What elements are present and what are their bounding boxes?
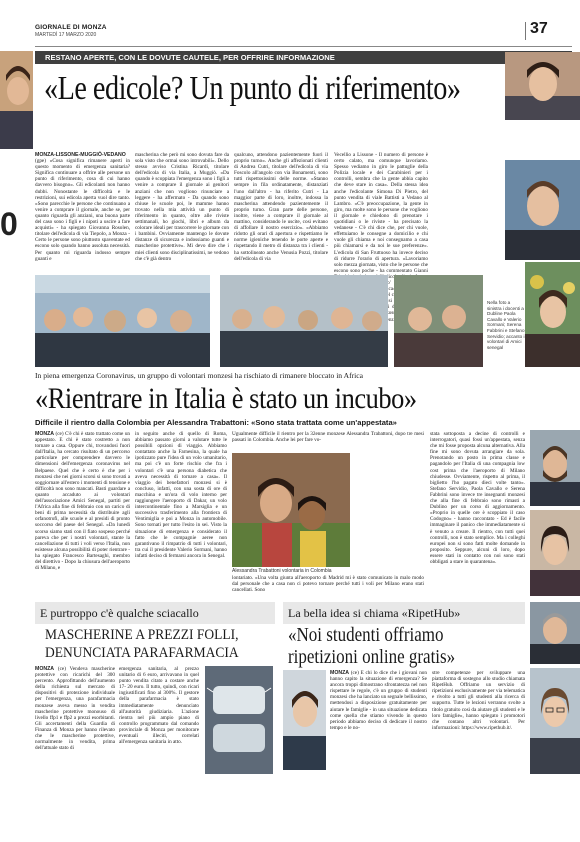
header-date: MARTEDÌ 17 MARZO 2020 xyxy=(35,32,97,38)
story4-column-1-text: (ce) E chi lo dice che i giovani non hanno capito la situazione di emergenza? Se ancora troppi dimostrano sfrontatezza nel non rispettare le regole, c'è un gruppo di studenti monzesi che ha lanciato un segnale bellissimo, mettendosi a disposizione gratuitamente per aiutare le famiglie - in una situazione dedicata come quella che stiamo vivendo in questo periodo abbiamo deciso di dedicare il nostro tempo e le no- xyxy=(330,670,427,731)
story1-column-3: qualcuno, attendono pazientemente fuori il proprio turno». Anche gli affezionati clienti di Andrea Cutri, titolare dell'edicola di via Foscolo all'angolo con via Bonamenti, sono tutti rispettosissimi delle norme. «Stanno sempre in fila ordinatamente, distanziati l'uno dall'altro - ha riferito Cutri - La maggior parte di loro, inoltre, indossa la mascherina attendendo pazientemente il proprio turno. Gran parte delle persone, inoltre, viene a comprare il giornale al mattino, considerando le uscite, così evitano di affollare il nostro esercizio». «Abbiamo ridotto gli orari di apertura e rispettiamo le norme igieniche tenendo le porte aperte e rispettando il metro di distanza tra i clienti - ha sottolineato anche Venusia Pozzi, titolare dell'edicola di via xyxy=(234,152,328,262)
masthead: GIORNALE DI MONZA xyxy=(35,24,107,31)
story1-location: MONZA-LISSONE-MUGGIÒ-VEDANO xyxy=(35,152,126,158)
trabattoni-colombia-photo xyxy=(232,453,350,567)
portrait-photo-woman-glasses xyxy=(530,668,580,774)
story3-column-1 xyxy=(35,666,115,774)
story3-headline-line2: DENUNCIATA PARAFARMACIA xyxy=(45,645,239,661)
story2-column-2: in seguito anche di quello di Roma, abbiamo passato giorni a valutare tutte le possibili opzioni di viaggio. Abbiamo contattato anche la Farnesina, la quale ha ipotizzato pure l'idea di un volo umanitario, ma poi c'è un forte rischio che fra i volontari c'è una persona diabetica che aveva necessità di tornare a casa». Il viaggio dei benefattori monzesi si è concluso, infatti, con una sosta di ore di macchina e un'ora di volo interno per raggiungere l'aeroporto di Dakar, un volo intercontinentale fino a Marsiglia e un successivo trasferimento alla frontiera di Ventimiglia e poi a Monza in automobile. Sono tornati per tutto l'esito in sei. Visto la situazione di emergenza e considerato il fatto che le compagnie aeree non garantivano il rimpatrio di tutti i volontari, tra cui il presidente Valerio Sormani, hanno infatti deciso di fermarsi ancora in Senegal. xyxy=(135,431,227,559)
story2-column-1-text: (ce) C'è chi è stato trattato come un appestato. E chi è stato costretto a non tornare a casa. Oppure chi, trovandosi fuori dall'Italia, ha cercato risultato di un percorso particolare per comprendere davvero le dimensioni dell'emergenza coronavirus nel Belpaese. Quel che è certo è che per i monzesi che nei giorni scorsi si sono trovati a soggiornare all'estero i momenti di tensione e difficoltà non sono mancati. Basti guardare a quanto accaduto ai volontari dell'associazione Amici Senegal, partiti per l'Africa alla fine di febbraio con un carico di beni di prima necessità da distribuire agli orfanotrofi, alle scuole e al presidi di pronto soccorso del paese del Senegal. «Da lunedì scorso siamo stati con il fiato sospeso perché pareva che per i nostri volontari, stante la cancellazione di tutti i voli verso l'Italia, non esistesse alcuna possibilità di poter rientrare - ha spiegato Francesco Bartesaghi, membro del direttivo - Dopo la chiusura dell'aeroporto di Milano, e xyxy=(35,431,131,572)
story2-column-4: stata sottoposta a decine di controlli e interrogatori, quasi fossi un'appestata, senza che mi fosse proposta alcuna alternativa. Alla fine mi sono dovuta arrangiare da sola. Prenotando un posto in prima classe e pagandolo per l'Italia di una compagnia low cost prima che l'aeroporto di Milano chiudesse. Ovviamente, rispetto al prima, il biglietto l'ho pagato dieci volte tanto». Stefano Servidio, Paola Cavallo e Serena Fabbrini sono invece tre insegnanti monzesi che alla fine di febbraio sono rimasti a Dublino per un corso di aggiornamento. «Proprio in quelle ore è scoppiato il caso Codogno» - hanno raccontato - Ed è facile immaginare il panico che immediatamente si è venuto a creare. Il rientro, con tutti quei controlli, non è stato semplice. Ma i colleghi europei non si sono fatti molte domande in proposito. Seppure, alcuni di loro, dopo essere stati in contatto con noi sono stati obbligati a stare in quarantena». xyxy=(430,431,525,565)
story3-location: MONZA xyxy=(35,666,55,672)
story2-kicker: In piena emergenza Coronavirus, un gruppo di volontari monzesi ha rischiato di rimanere bloccato in Africa xyxy=(35,371,363,380)
story2-column-1 xyxy=(35,431,130,596)
story2-subhead: Difficile il rientro dalla Colombia per Alessandra Trabattoni: «Sono stata trattata come un'appestata» xyxy=(35,418,397,427)
header-rule xyxy=(35,46,572,47)
story1-portrait-photo xyxy=(0,51,33,149)
story2-headline: «Rientrare in Italia è stato un incubo» xyxy=(35,382,417,415)
story1-right-portrait-photo xyxy=(505,52,580,120)
story3-column-1-text: (ce) Vendeva mascherine protettive con ricarichi del 300 percento. Approfittando dell'aumento della richiesta sul mercato di dispositivi di protezione individuale per l'emergenza, una parafarmacia monzese aveva messo in vendita mascherine protettive monouso di livello ffp1 e ffp2 a prezzi esorbitanti. Gli accertamenti della Guardia di Finanza di Monza per hanno rilevato che le mascherine protettive, normalmente in vendita, prima dell'attuale stato di xyxy=(35,666,115,752)
student-portrait-photo xyxy=(283,670,326,770)
story2-photo-caption: Alessandra Trabattoni volontaria in Colombia xyxy=(232,568,332,574)
story1-column-4: Vecellio a Lissone - Il numero di persone è certo calato, ma comunque lavoriamo. Spesso vediamo in giro le pattuglie della Polizia locale e dei Carabinieri per i controlli, sembra che la gente abbia capito che deve stare in casa». Della stessa idea anche l'edicolante Simona Di Pietro, del punto vendita di viale Battisti a Vedano al Lambro. «C'è preoccupazione, la gente in giro, ma molte sono le persone che vogliono il giornale e chiedono di prenotare i quotidiani o le riviste - ha precisato la vedanese - C'è chi dice che, per chi vuole, effettuiamo le consegne a domicilio e chi vuole gli chiama e noi consegnamo a casa più chiamarsi e da noi le sue preferenze». L'edicola di San Fruttuoso ha invece deciso di ridurre l'orario di apertura. «Lavoriamo solo mezza giornata, visto che le persone che escono sono poche - ha commentato Gianni critica». si Rossino xyxy=(334,152,428,317)
story3-headline-line1: MASCHERINE A PREZZI FOLLI, xyxy=(45,627,239,643)
volunteers-group-photo-left xyxy=(35,275,210,367)
portrait-photo-man-glasses xyxy=(505,160,580,260)
story2-location: MONZA xyxy=(35,431,55,437)
story4-headline-line2: ripetizioni online gratis» xyxy=(288,646,456,668)
story2-column-3-top: Ugualmente difficile il rientro per la 32enne monzese Alessandra Trabattoni, dopo tre mesi passati in Colombia. Anche lei per fare vo- xyxy=(232,431,424,444)
header-divider-vertical xyxy=(525,22,526,40)
story1-column-1 xyxy=(35,152,130,270)
margin-page-glyph: 0 xyxy=(0,206,18,242)
story4-kicker: La bella idea si chiama «RipetHub» xyxy=(288,606,461,620)
portrait-photo-woman-flowers xyxy=(525,262,580,367)
face-masks-photo xyxy=(205,666,273,774)
page-number: 37 xyxy=(530,20,548,37)
story1-kicker: RESTANO APERTE, CON LE DOVUTE CAUTELE, PER OFFRIRE INFORMAZIONE xyxy=(35,51,572,64)
volunteers-group-photo-right xyxy=(220,275,388,367)
story1-column-1-text: (gpe) «Cosa significa rimanere aperti in questo momento di emergenza sanitaria? Significa continuare a offrire alle persone un punto di riferimento, cosa di cui hanno davvero bisogno». Gli edicolanti non hanno dubbi. Nonostante le difficoltà e le restrizioni, sui edicola aperta vuol dire tanto. «Sono parecchie le persone che continuano a venire a comprare il giornale, anche se, per quanto riguarda gli anziani, una buona parte del caso sono i figli e i nipoti a uscire a fare acquisti» - ha spiegato Giovanna Rosolen, titolare dell'edicola di via Tiepolo, a Monza - Certo le persone sono piuttosto spaventate ed escono solo quando hanno assoluta necessità. Per quanto mi riguarda indosso sempre guanti e xyxy=(35,158,130,262)
photo1-caption: Nella foto a sinistra i docenti a Dubline Paola Cavallo e Valerio Sormani; Serena Fabbrini e Stefano Servidio; accanto i volontari di Amici senegal xyxy=(487,300,525,350)
story1-headline: «Le edicole? Un punto di riferimento» xyxy=(44,70,461,107)
story4-location: MONZA xyxy=(330,670,350,676)
story3-kicker: E purtroppo c'è qualche sciacallo xyxy=(40,606,199,620)
teachers-dublin-photo xyxy=(394,275,483,367)
portrait-photo-man-grey xyxy=(530,602,580,664)
story4-column-1 xyxy=(330,670,427,774)
story4-column-2: stre competenze per sviluppare una piattaforma di sostegno allo studio chiamata RipetHub. Offriamo un servizio di ripetizioni esclusivamente per via telematica e rivolto a tutti gli studenti alla ricerca di supporto. Tutte le lezioni verranno svolte a titolo gratuito così da aiutare gli studenti e le loro famiglie», hanno spiegato i promotori che contano altri volontari. Per informazioni: https://www.ripethub.it/. xyxy=(432,670,525,731)
story3-column-2: emergenza sanitaria, al prezzo unitario di 6 euro, arrivavano in quel punto vendita citato a costare anche 17- 20 euro. Il tutto, quindi, con ricari ingiustificati fino al 300%. Il gestore della parafarmacia è stato immediatamente denunciato all'autorità giudiziaria. L'azione rientra nel più ampio piano di controllo programmato dal comando provinciale di Monza per monitorare eventuali illeciti, correlati all'emergenza sanitaria in atto. xyxy=(119,666,199,746)
story4-headline-line1: «Noi studenti offriamo xyxy=(288,624,444,646)
portrait-photo-man-beard xyxy=(530,430,580,506)
story1-column-2: mascherina che però mi sono dovuta fare da sola visto che ormai sono introvabili». Dello stesso avviso Cristina Ricardi, titolare dell'edicola di via Italia, a Muggiò. «Da quando è scoppiata l'emergenza sono i figli a venire a comprare il giornale ai genitori anziani che non vogliono rinunciare a leggere - ha affermato - Da quando sono chiuse le scuole poi, le mamme hanno trovato nella mia attività un punto di riferimento in quanto, oltre alle riviste settimanali, ho giochi, libri e album da colorare ideali per trascorrere le giornate con i bambini. Ovviamente mantengo le dovute distanze di sicurezza e indossiamo guanti e mascherine protettive». Mi devo dire che i miei clienti sono disciplinatissimi, ne vedono che c'è già dentro xyxy=(135,152,229,262)
portrait-photo-woman-dark-hair xyxy=(530,510,580,596)
story2-column-3-bottom: lontariato. «Una volta giunta all'aeroporto di Madrid mi è stato comunicato in malo modo dal personale che a casa non ci potevo tornare perché tutti i voli per Milano erano stati cancellati. Sono xyxy=(232,575,424,594)
